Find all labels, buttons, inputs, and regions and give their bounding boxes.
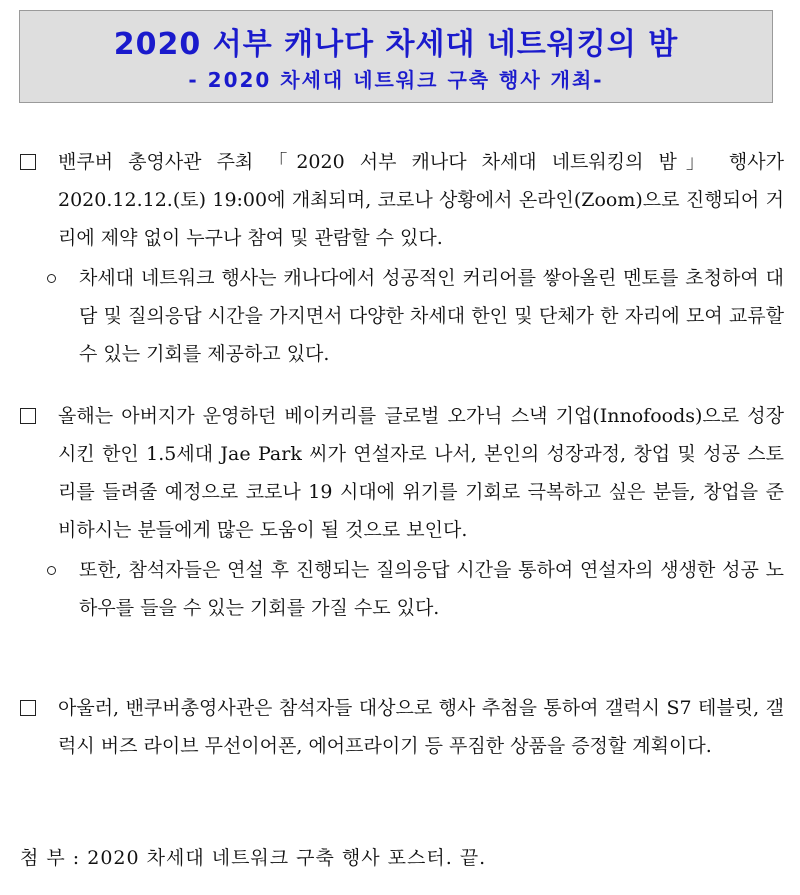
- section-2-text: 올해는 아버지가 운영하던 베이커리를 글로벌 오가닉 스낵 기업(Innofoods)으로 성장시킨 한인 1.5세대 Jae Park 씨가 연설자로 나서, 본인의 성장과정, 창업 및 성공 스토리를 들려줄 예정으로 코로나 19 시대에 위기를 기회로 극복하고 싶은 분들, 창업을 준비하시는 분들에게 많은 도움이 될 것으로 보인다.: [58, 405, 784, 541]
- section-1-paragraph: [16, 143, 784, 257]
- attachment-line: 첨 부 : 2020 차세대 네트워크 구축 행사 포스터. 끝.: [20, 847, 487, 869]
- section-3: [16, 689, 784, 765]
- document-title: 2020 서부 캐나다 차세대 네트워킹의 밤: [113, 27, 679, 62]
- section-2-paragraph: [16, 397, 784, 549]
- section-1: [16, 143, 784, 373]
- checkbox-bullet-icon: [20, 154, 36, 170]
- section-3-paragraph: [16, 689, 784, 765]
- circle-bullet-icon: [47, 274, 56, 283]
- section-2-subpoint: [16, 551, 784, 627]
- section-2-subtext: 또한, 참석자들은 연설 후 진행되는 질의응답 시간을 통하여 연설자의 생생한 성공 노하우를 들을 수 있는 기회를 가질 수도 있다.: [79, 559, 784, 619]
- section-1-text: 밴쿠버 총영사관 주최 「2020 서부 캐나다 차세대 네트워킹의 밤」 행사가 2020.12.12.(토) 19:00에 개최되며, 코로나 상황에서 온라인(Zoom)으로 진행되어 거리에 제약 없이 누구나 참여 및 관람할 수 있다.: [58, 151, 784, 249]
- section-2: [16, 397, 784, 627]
- section-1-subpoint: [16, 259, 784, 373]
- circle-bullet-icon: [47, 566, 56, 575]
- section-3-text: 아울러, 밴쿠버총영사관은 참석자들 대상으로 행사 추첨을 통하여 갤럭시 S7 테블릿, 갤럭시 버즈 라이브 무선이어폰, 에어프라이기 등 푸짐한 상품을 증정할 계획이다.: [58, 697, 784, 757]
- section-1-subtext: 차세대 네트워크 행사는 캐나다에서 성공적인 커리어를 쌓아올린 멘토를 초청하여 대담 및 질의응답 시간을 가지면서 다양한 차세대 한인 및 단체가 한 자리에 모여 교류할 수 있는 기회를 제공하고 있다.: [79, 267, 784, 365]
- title-box: [19, 10, 773, 103]
- checkbox-bullet-icon: [20, 408, 36, 424]
- document-subtitle: - 2020 차세대 네트워크 구축 행사 개최-: [188, 68, 604, 92]
- checkbox-bullet-icon: [20, 700, 36, 716]
